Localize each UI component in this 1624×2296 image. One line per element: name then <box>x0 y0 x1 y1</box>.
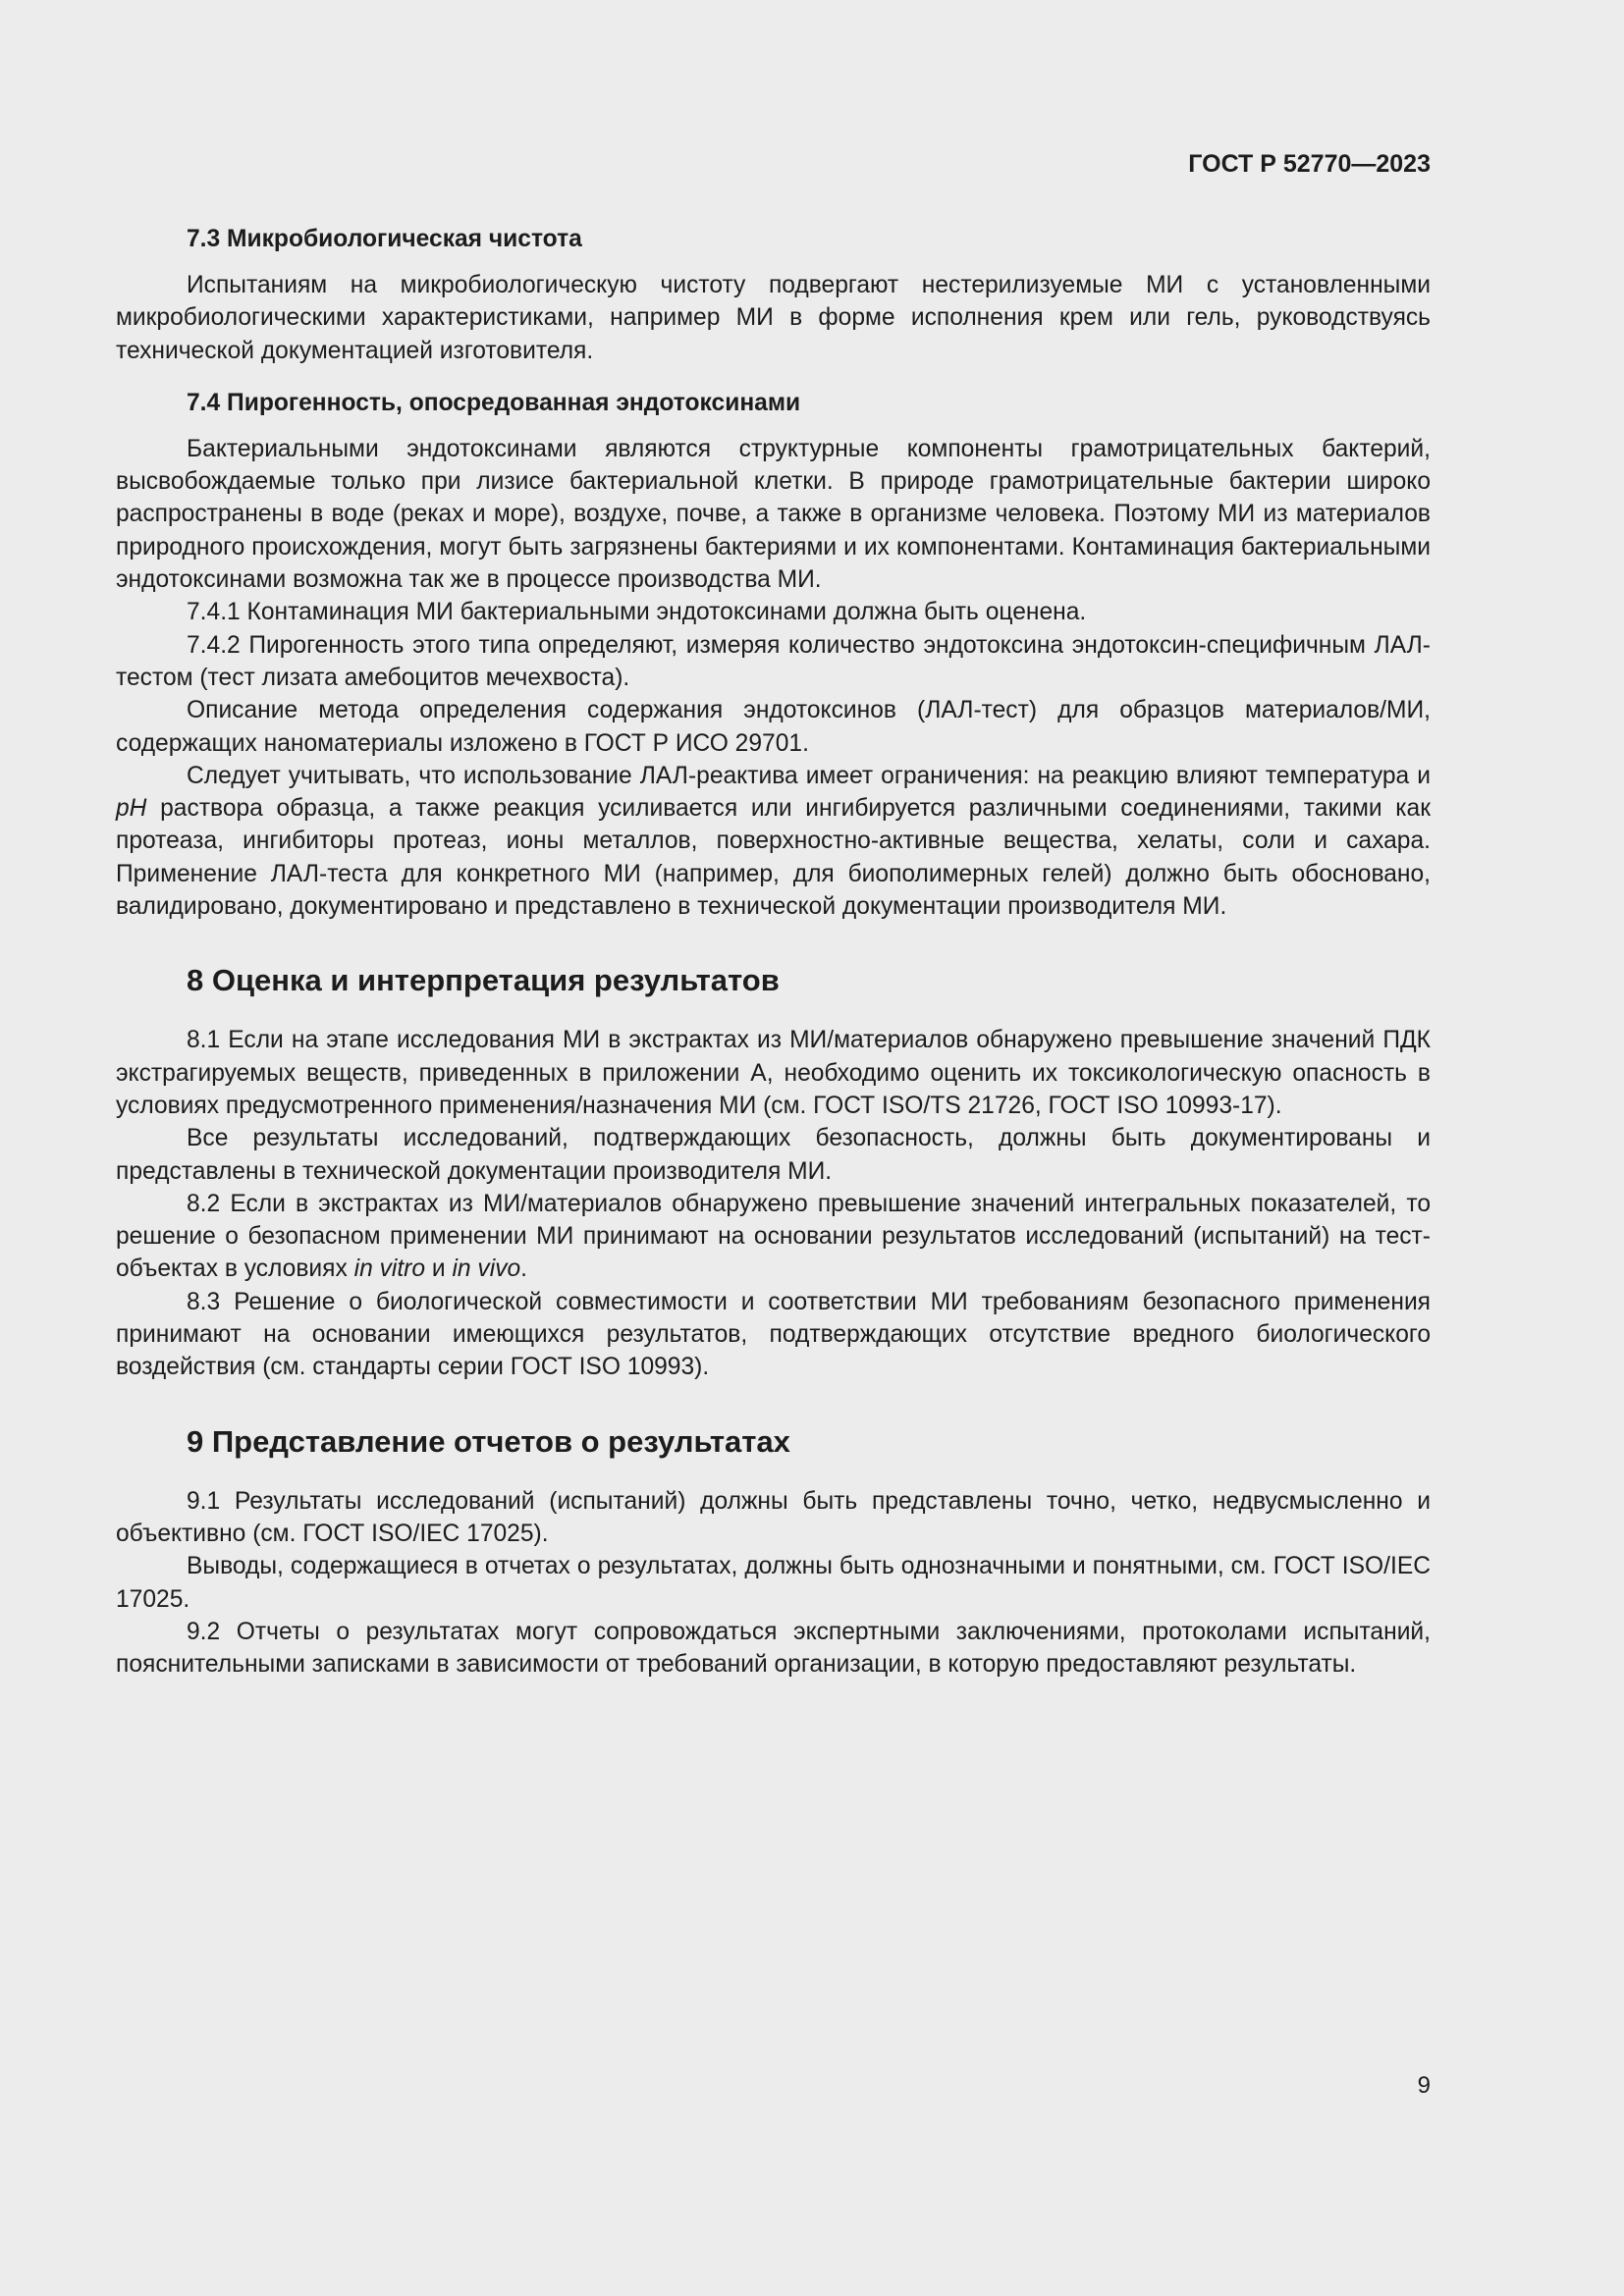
paragraph-7-4-2: 7.4.2 Пирогенность этого типа определяют, измеряя количество эндотоксина эндотоксин-специфичным ЛАЛ-тестом (тест лизата амебоцитов мечехвоста). <box>116 631 1431 691</box>
paragraph-9-2: 9.2 Отчеты о результатах могут сопровождаться экспертными заключениями, протоколами испытаний, пояснительными записками в зависимости от требований организации, в которую предоставляют результаты. <box>116 1618 1431 1679</box>
paragraph-9-1-conclusions: Выводы, содержащиеся в отчетах о результатах, должны быть однозначными и понятными, см. ГОСТ ISO/IEC 17025. <box>116 1553 1431 1613</box>
heading-section-9: 9 Представление отчетов о результатах <box>187 1423 790 1459</box>
document-body <box>116 223 1431 1681</box>
paragraph-8-1-docs: Все результаты исследований, подтверждающих безопасность, должны быть документированы и представлены в технической документации производителя МИ. <box>116 1125 1431 1185</box>
in-vitro-term: in vitro <box>353 1255 426 1283</box>
text-segment: и <box>425 1255 453 1283</box>
heading-7-3: 7.3 Микробиологическая чистота <box>187 226 582 252</box>
heading-section-8: 8 Оценка и интерпретация результатов <box>187 963 780 998</box>
in-vivo-term: in vivo <box>452 1255 521 1283</box>
paragraph-8-1: 8.1 Если на этапе исследования МИ в экстрактах из МИ/материалов обнаружено превышение значений ПДК экстрагируемых веществ, приведенных в приложении А, необходимо оценить их токсикологическую опасность в условиях предусмотренного применения/назначения МИ (см. ГОСТ ISO/TS 21726, ГОСТ ISO 10993-17). <box>116 1027 1431 1119</box>
text-segment: раствора образца, а также реакция усиливается или ингибируется различными соединениями, такими как протеаза, ингибиторы протеаз, ионы металлов, поверхностно-активные вещества, хелаты, соли и сахара. Применение ЛАЛ-теста для конкретного МИ (например, для биополимерных гелей) должно быть обосновано, валидировано, документировано и представлено в технической документации производителя МИ. <box>116 795 1431 921</box>
heading-7-4: 7.4 Пирогенность, опосредованная эндотоксинами <box>187 389 801 416</box>
page-number: 9 <box>1417 2072 1431 2099</box>
text-segment: Следует учитывать, что использование ЛАЛ-реактива имеет ограничения: на реакцию влияют температура и <box>187 762 1431 789</box>
paragraph-8-2 <box>116 1188 1431 1286</box>
text-segment: 8.2 Если в экстрактах из МИ/материалов обнаружено превышение значений интегральных показателей, то решение о безопасном применении МИ принимают на основании результатов исследований (испытаний) на тест-объектах в условиях <box>116 1190 1431 1283</box>
paragraph-7-4-lal-limits <box>116 760 1431 923</box>
paragraph-7-3: Испытаниям на микробиологическую чистоту подвергают нестерилизуемые МИ с установленными микробиологическими характеристиками, например МИ в форме исполнения крем или гель, руководствуясь технической документацией изготовителя. <box>116 272 1431 364</box>
paragraph-7-4-1: 7.4.1 Контаминация МИ бактериальными эндотоксинами должна быть оценена. <box>187 599 1087 626</box>
document-code: ГОСТ Р 52770—2023 <box>1188 150 1431 178</box>
ph-term: pH <box>116 795 147 823</box>
paragraph-9-1: 9.1 Результаты исследований (испытаний) должны быть представлены точно, четко, недвусмысленно и объективно (см. ГОСТ ISO/IEC 17025). <box>116 1487 1431 1547</box>
text-segment: . <box>520 1255 528 1283</box>
paragraph-7-4-intro: Бактериальными эндотоксинами являются структурные компоненты грамотрицательных бактерий, высвобождаемые только при лизисе бактериальной клетки. В природе грамотрицательные бактерии широко распространены в воде (реках и море), воздухе, почве, а также в организме человека. Поэтому МИ из материалов природного происхождения, могут быть загрязнены бактериями и их компонентами. Контаминация бактериальными эндотоксинами возможна так же в процессе производства МИ. <box>116 435 1431 594</box>
paragraph-7-4-method: Описание метода определения содержания эндотоксинов (ЛАЛ-тест) для образцов материалов/МИ, содержащих наноматериалы изложено в ГОСТ Р ИСО 29701. <box>116 697 1431 757</box>
paragraph-8-3: 8.3 Решение о биологической совместимости и соответствии МИ требованиям безопасного применения принимают на основании имеющихся результатов, подтверждающих отсутствие вредного биологического воздействия (см. стандарты серии ГОСТ ISO 10993). <box>116 1288 1431 1381</box>
